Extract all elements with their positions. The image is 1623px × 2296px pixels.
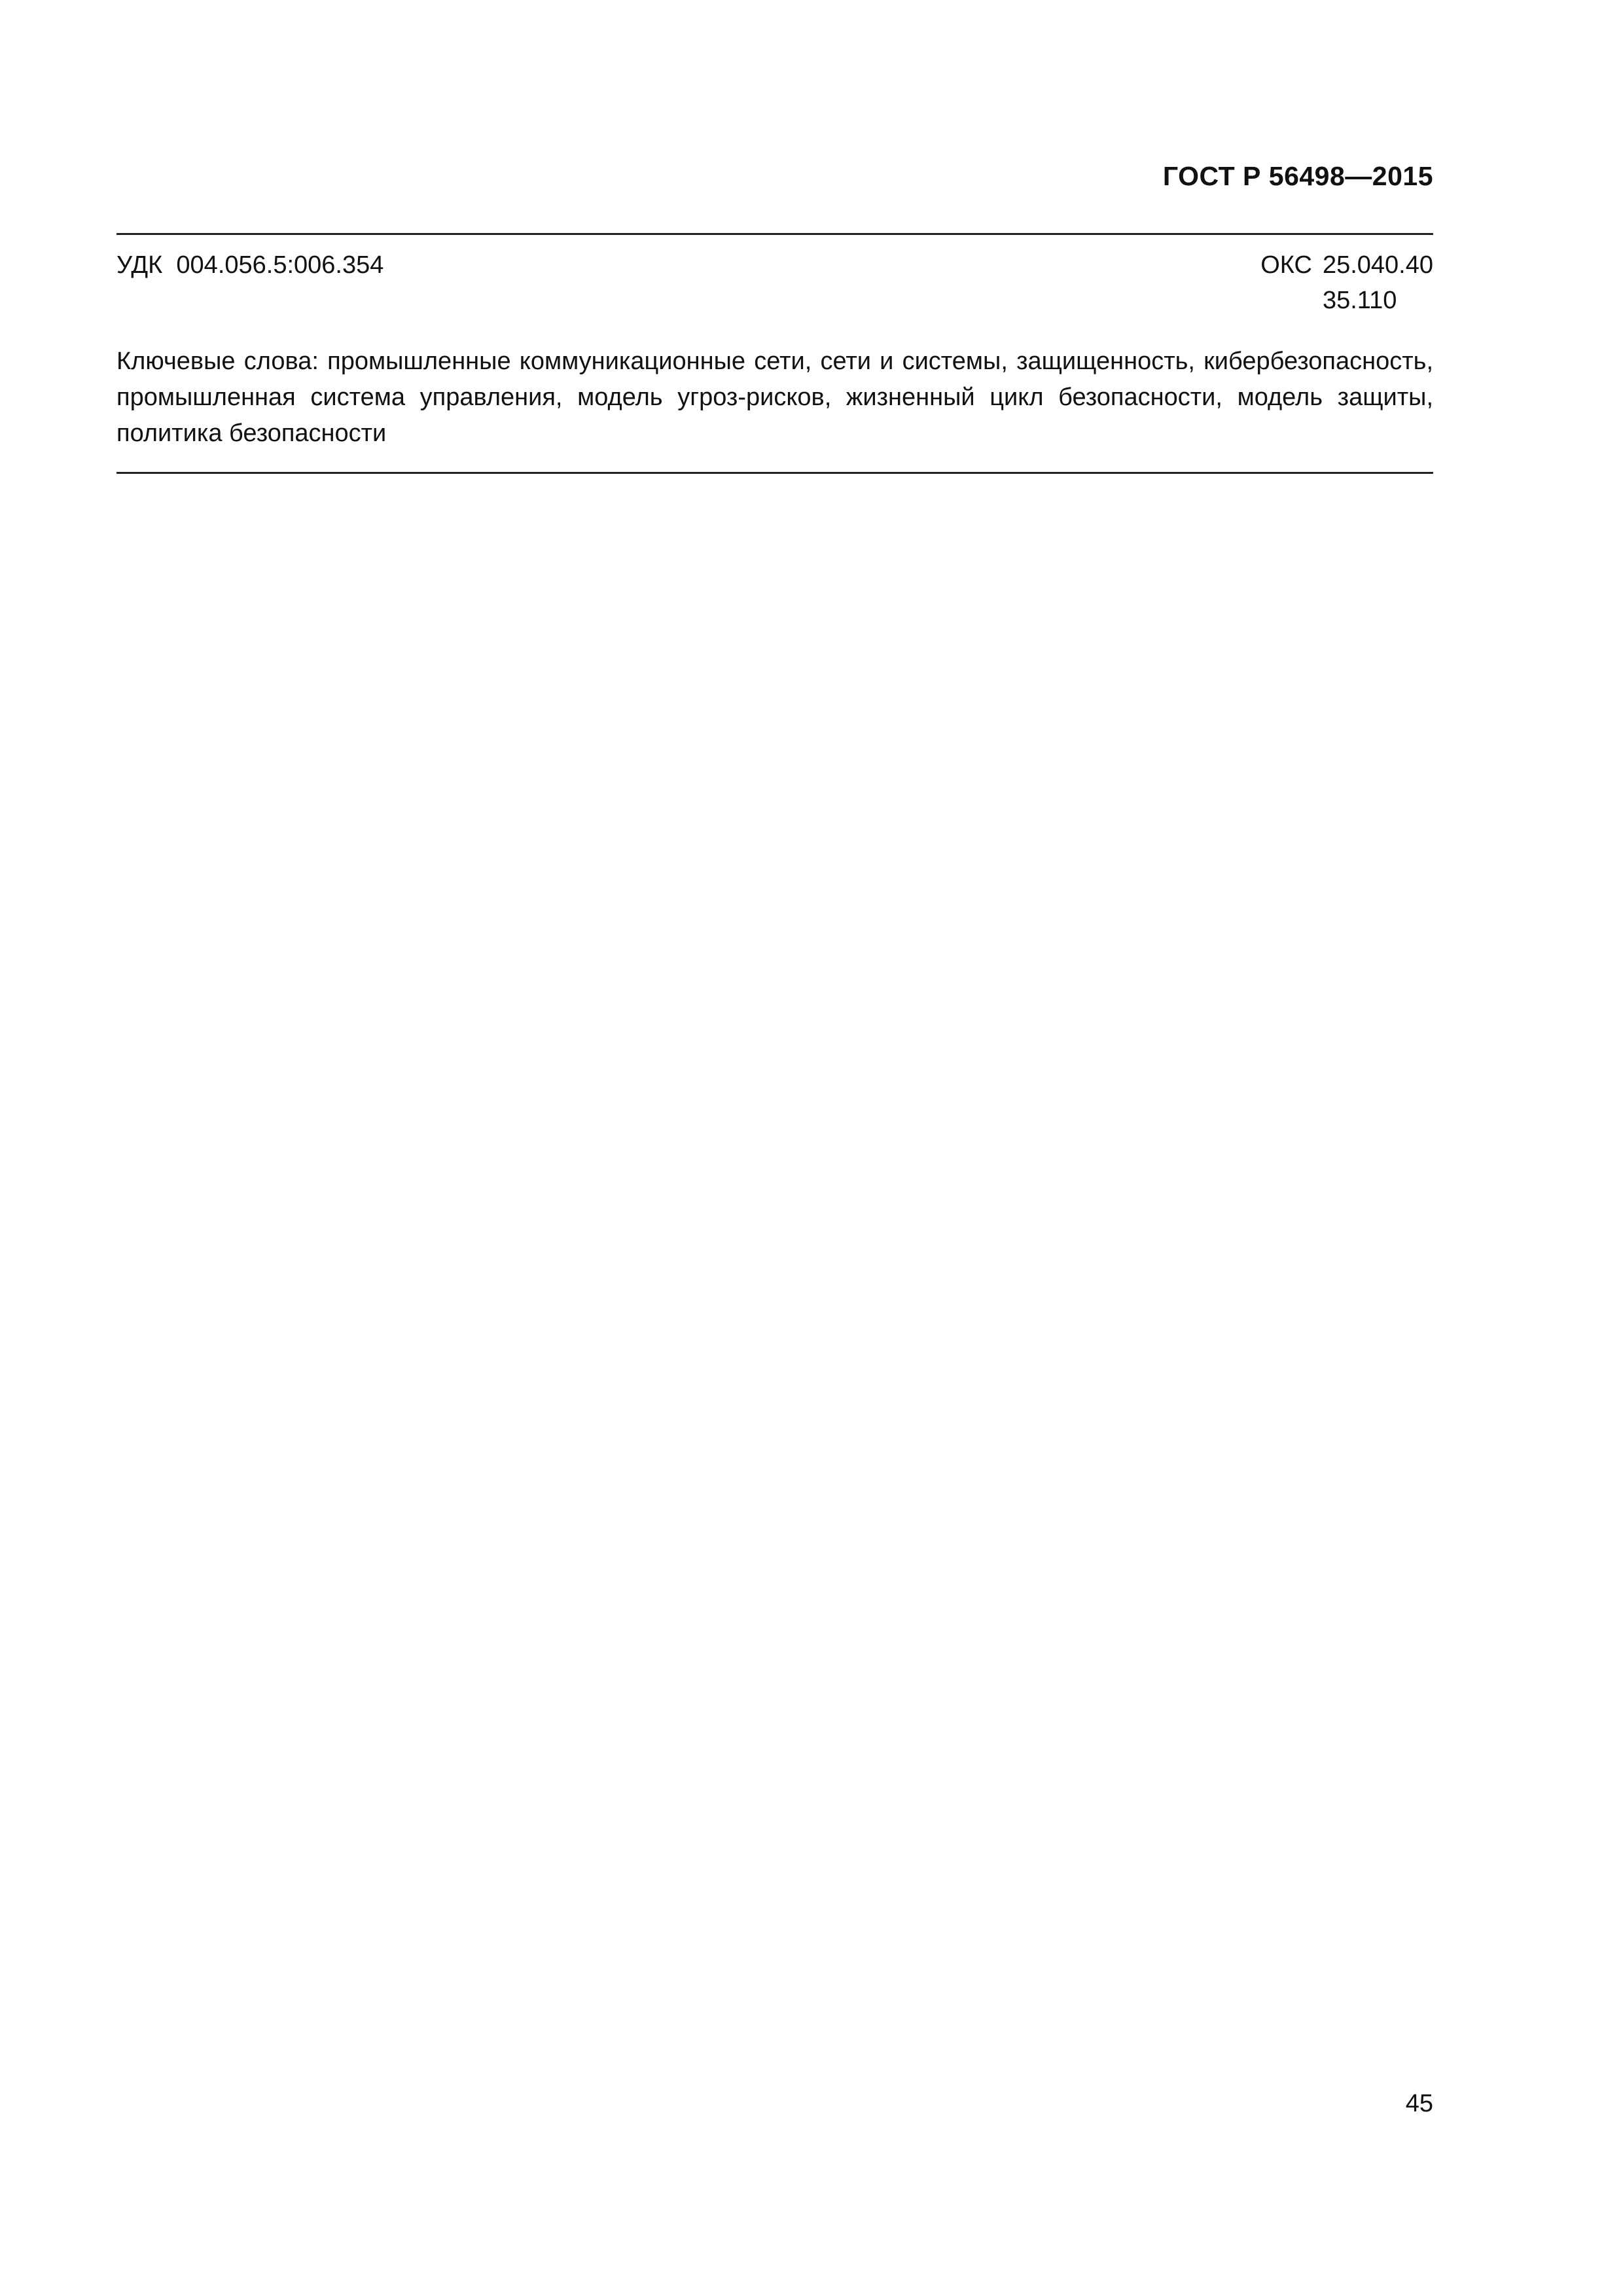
- page-number: 45: [1405, 2090, 1433, 2117]
- document-code: ГОСТ Р 56498—2015: [1162, 161, 1433, 191]
- oks-code: 25.040.40: [1322, 251, 1433, 279]
- oks-codes: [1323, 247, 1433, 318]
- udc-code: УДК 004.056.5:006.354: [116, 251, 384, 279]
- oks-block: [1260, 247, 1433, 318]
- oks-code: 35.110: [1322, 287, 1397, 314]
- bottom-divider: [116, 472, 1433, 474]
- top-divider: [116, 233, 1433, 235]
- oks-label: ОКС: [1260, 251, 1312, 279]
- keywords-paragraph: Ключевые слова: промышленные коммуникационные сети, сети и системы, защищенность, кибербезопасность, промышленная система управления, модель угроз-рисков, жизненный цикл безопасности, модель защиты, политика безопасности: [116, 348, 1433, 447]
